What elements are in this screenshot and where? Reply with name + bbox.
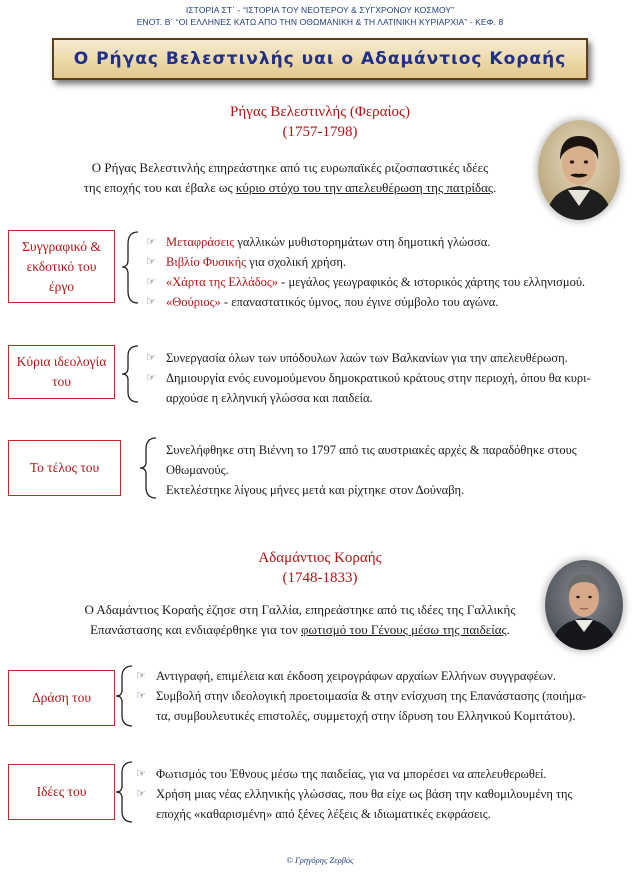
list-item: εποχής «καθαρισμένη» από ξένες λέξεις & ιδιωματικές εκφράσεις. <box>156 807 491 821</box>
pointing-hand-icon: ☞ <box>136 787 146 800</box>
korais-years: (1748-1833) <box>282 570 358 586</box>
rigas-work-brace <box>120 230 142 305</box>
korais-intro-line-1: Ο Αδαμάντιος Κοραής έζησε στη Γαλλία, επηρεάστηκε από τις ιδέες της Γαλλικής <box>84 602 516 617</box>
pointing-hand-icon: ☞ <box>146 295 156 308</box>
list-item: ☞ Χρήση μιας νέας ελληνικής γλώσσας, που θα είχε ως βάση την καθομιλουμένη της <box>136 784 630 804</box>
pointing-hand-icon: ☞ <box>136 767 146 780</box>
list-item: ☞ Αντιγραφή, επιμέλεια και έκδοση χειρογράφων αρχαίων Ελλήνων συγγραφέων. <box>136 666 630 686</box>
list-item: αρχούσε η ελληνική γλώσσα και παιδεία. <box>166 391 373 405</box>
rigas-intro <box>40 158 540 198</box>
rigas-work-label: Συγγραφικό & εκδοτικό του έργο <box>8 230 115 303</box>
korais-ideas-list <box>136 764 630 824</box>
rigas-intro-line-1: Ο Ρήγας Βελεστινλής επηρεάστηκε από τις ευρωπαϊκές ριζοσπαστικές ιδέες <box>91 160 489 175</box>
header-line-1: ΙΣΤΟΡΙΑ ΣΤ΄ - “ΙΣΤΟΡΙΑ ΤΟΥ ΝΕΟΤΕΡΟΥ & ΣΥΓΧΡΟΝΟΥ ΚΟΣΜΟΥ” <box>185 5 455 15</box>
rigas-portrait <box>538 120 620 220</box>
list-item: ☞ Συμβολή στην ιδεολογική προετοιμασία & στην ενίσχυση της Επανάστασης (ποιήμα- <box>136 686 630 706</box>
korais-intro-line-2: Επανάστασης και ενδιαφέρθηκε για τον φωτισμό του Γένους μέσω της παιδείας. <box>90 622 510 637</box>
rigas-end-line-2: Οθωμανούς. <box>166 463 229 477</box>
pointing-hand-icon: ☞ <box>146 235 156 248</box>
pointing-hand-icon: ☞ <box>136 689 146 702</box>
page-title: Ο Ρήγας Βελεστινλής υαι ο Αδαμάντιος Κοραής <box>73 49 567 69</box>
pointing-hand-icon: ☞ <box>146 351 156 364</box>
list-item: ☞ Μεταφράσεις γαλλικών μυθιστορημάτων στη δημοτική γλώσσα. <box>146 232 626 252</box>
korais-ideas-brace <box>114 760 136 824</box>
korais-action-list <box>136 666 630 726</box>
list-item: ☞ Βιβλίο Φυσικής για σχολική χρήση. <box>146 252 626 272</box>
rigas-ideology-label: Κύρια ιδεολογία του <box>8 345 115 399</box>
rigas-intro-line-2: της εποχής του και έβαλε ως κύριο στόχο του την απελευθέρωση της πατρίδας. <box>83 180 497 195</box>
korais-action-label: Δράση του <box>8 670 115 726</box>
rigas-end-text <box>166 440 626 500</box>
rigas-portrait-image <box>538 120 620 220</box>
header-line-2: ΕΝΟΤ. Β΄ “ΟΙ ΕΛΛΗΝΕΣ ΚΑΤΩ ΑΠΟ ΤΗΝ ΟΘΩΜΑΝΙΚΗ & ΤΗ ΛΑΤΙΝΙΚΗ ΚΥΡΙΑΡΧΙΑ” - ΚΕΦ. 8 <box>136 17 504 27</box>
pointing-hand-icon: ☞ <box>136 669 146 682</box>
rigas-end-line-3: Εκτελέστηκε λίγους μήνες μετά και ρίχτηκε στον Δούναβη. <box>166 483 465 497</box>
pointing-hand-icon: ☞ <box>146 275 156 288</box>
list-item: τα, συμβουλευτικές επιστολές, συμμετοχή στην ίδρυση του Ελληνικού Κομιτάτου). <box>156 709 576 723</box>
korais-ideas-label: Ιδέες του <box>8 764 115 820</box>
korais-action-brace <box>114 664 136 728</box>
korais-name: Αδαμάντιος Κοραής <box>258 550 382 566</box>
rigas-name: Ρήγας Βελεστινλής (Φεραίος) <box>230 104 410 120</box>
list-item: ☞ «Θούριος» - επαναστατικός ύμνος, που έγινε σύμβολο του αγώνα. <box>146 292 626 312</box>
korais-intro <box>60 600 540 640</box>
footer-credit: © Γρηγόρης Ζερβός <box>286 855 354 865</box>
list-item: ☞ «Χάρτα της Ελλάδος» - μεγάλος γεωγραφικός & ιστορικός χάρτης του ελληνισμού. <box>146 272 626 292</box>
rigas-work-list <box>146 232 626 312</box>
rigas-end-brace <box>138 436 160 500</box>
list-item: ☞ Δημιουργία ενός ευνομούμενου δημοκρατικού κράτους στην περιοχή, όπου θα κυρι- <box>146 368 626 388</box>
rigas-end-line-1: Συνελήφθηκε στη Βιέννη το 1797 από τις αυστριακές αρχές & παραδόθηκε στους <box>166 443 577 457</box>
rigas-ideology-list <box>146 348 626 408</box>
pointing-hand-icon: ☞ <box>146 371 156 384</box>
list-item: ☞ Φωτισμός του Έθνους μέσω της παιδείας, για να μπορέσει να απελευθερωθεί. <box>136 764 630 784</box>
pointing-hand-icon: ☞ <box>146 255 156 268</box>
korais-portrait <box>545 560 623 650</box>
rigas-years: (1757-1798) <box>282 124 358 140</box>
title-banner <box>52 38 588 80</box>
korais-portrait-image <box>545 560 623 650</box>
rigas-ideology-brace <box>120 344 142 404</box>
list-item: ☞ Συνεργασία όλων των υπόδουλων λαών των Βαλκανίων για την απελευθέρωση. <box>146 348 626 368</box>
rigas-end-label: Το τέλος του <box>8 440 121 496</box>
